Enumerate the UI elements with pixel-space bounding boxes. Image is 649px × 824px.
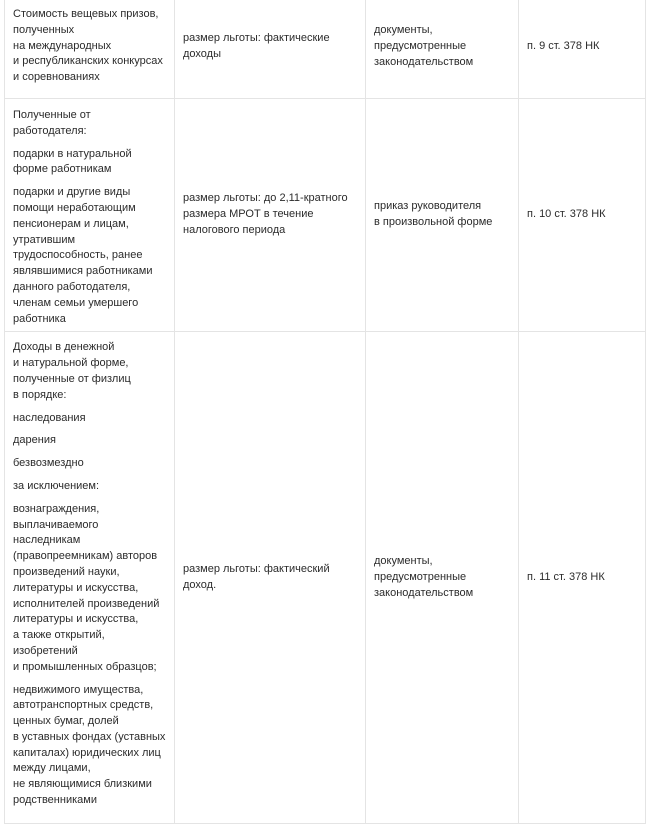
income-paragraph: Стоимость вещевых призов, полученных на международных и республиканских конкурсах и соревнованиях — [13, 8, 163, 84]
documents-cell: документы, предусмотренные законодательством — [366, 332, 519, 824]
benefit-cell: размер льготы: фактические доходы — [175, 0, 366, 99]
table-row — [5, 332, 646, 824]
income-paragraph: Доходы в денежной и натуральной форме, полученные от физлиц в порядке: — [13, 341, 131, 401]
income-paragraph: Полученные от работодателя: — [13, 109, 91, 137]
law-reference: п. 11 ст. 378 НК — [527, 570, 605, 583]
income-paragraph: подарки и другие виды помощи неработающим пенсионерам и лицам, утратившим трудоспособность, ранее являвшимися работниками данного работодателя, членам семьи умершего работника — [13, 186, 153, 325]
law-reference: п. 10 ст. 378 НК — [527, 208, 606, 221]
income-paragraph: безвозмездно — [13, 457, 84, 470]
documents-cell: приказ руководителя в произвольной форме — [366, 99, 519, 332]
benefit-cell: размер льготы: до 2,11-кратного размера МРОТ в течение налогового периода — [175, 99, 366, 332]
tax-benefits-table — [4, 0, 646, 824]
law-reference-cell — [519, 99, 646, 332]
income-paragraph: наследования — [13, 411, 86, 424]
income-cell — [5, 0, 175, 99]
income-paragraph: недвижимого имущества, автотранспортных средств, ценных бумаг, долей в уставных фондах (уставных капиталах) юридических лиц между лицами, не являющимися близкими родственниками — [13, 683, 166, 807]
table-row — [5, 0, 646, 99]
benefit-cell: размер льготы: фактический доход. — [175, 332, 366, 824]
income-cell — [5, 99, 175, 332]
income-cell — [5, 332, 175, 824]
table-row — [5, 99, 646, 332]
income-paragraph: за исключением: — [13, 479, 100, 492]
documents-cell: документы, предусмотренные законодательством — [366, 0, 519, 99]
law-reference-cell — [519, 0, 646, 99]
income-paragraph: вознаграждения, выплачиваемого наследникам (правопреемникам) авторов произведений науки, литературы и искусства, исполнителей произведений литературы и искусства, а также открытий, изобретений и промышленных образцов; — [13, 502, 160, 673]
law-reference: п. 9 ст. 378 НК — [527, 40, 600, 53]
income-paragraph: подарки в натуральной форме работникам — [13, 147, 132, 176]
income-paragraph: дарения — [13, 434, 56, 447]
law-reference-cell — [519, 332, 646, 824]
